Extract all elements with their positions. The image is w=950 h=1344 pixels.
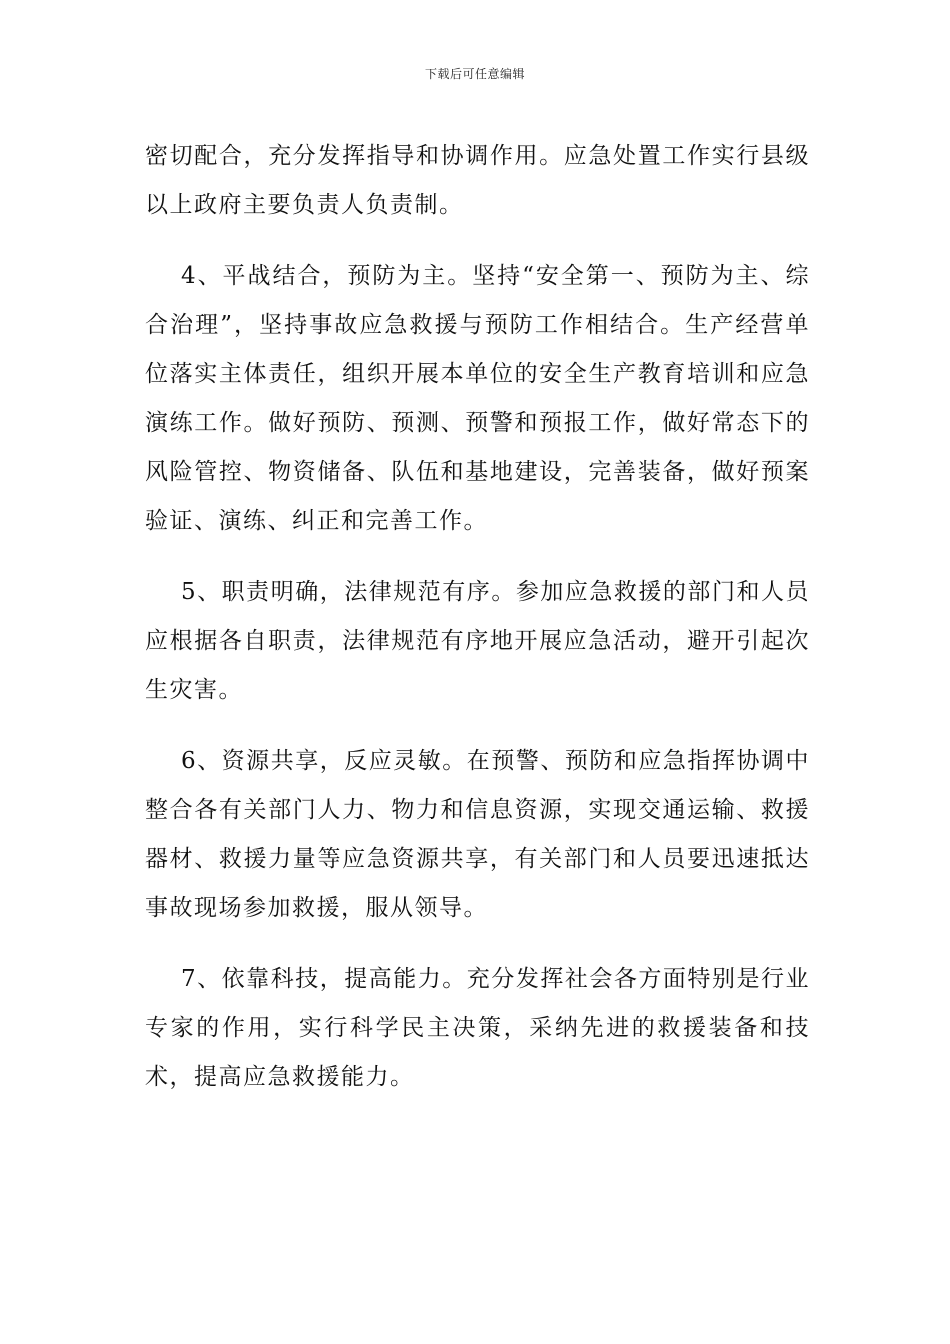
paragraph-item-5: 5、职责明确，法律规范有序。参加应急救援的部门和人员应根据各自职责，法律规范有序地开展应急活动，避开引起次生灾害。 [145,579,810,703]
paragraph-item-6: 6、资源共享，反应灵敏。在预警、预防和应急指挥协调中整合各有关部门人力、物力和信息资源，实现交通运输、救援器材、救援力量等应急资源共享，有关部门和人员要迅速抵达事故现场参加救援，服从领导。 [145,748,810,921]
paragraph-item-7: 7、依靠科技，提高能力。充分发挥社会各方面特别是行业专家的作用，实行科学民主决策，采纳先进的救援装备和技术，提高应急救援能力。 [145,966,810,1090]
paragraph-item-4: 4、平战结合，预防为主。坚持“安全第一、预防为主、综合治理”，坚持事故应急救援与预防工作相结合。生产经营单位落实主体责任，组织开展本单位的安全生产教育培训和应急演练工作。做好预防、预测、预警和预报工作，做好常态下的风险管控、物资储备、队伍和基地建设，完善装备，做好预案验证、演练、纠正和完善工作。 [145,263,810,534]
page-header: 下载后可任意编辑 [424,67,525,81]
document-body [145,132,810,1102]
paragraph-continuation: 密切配合，充分发挥指导和协调作用。应急处置工作实行县级以上政府主要负责人负责制。 [145,143,810,218]
